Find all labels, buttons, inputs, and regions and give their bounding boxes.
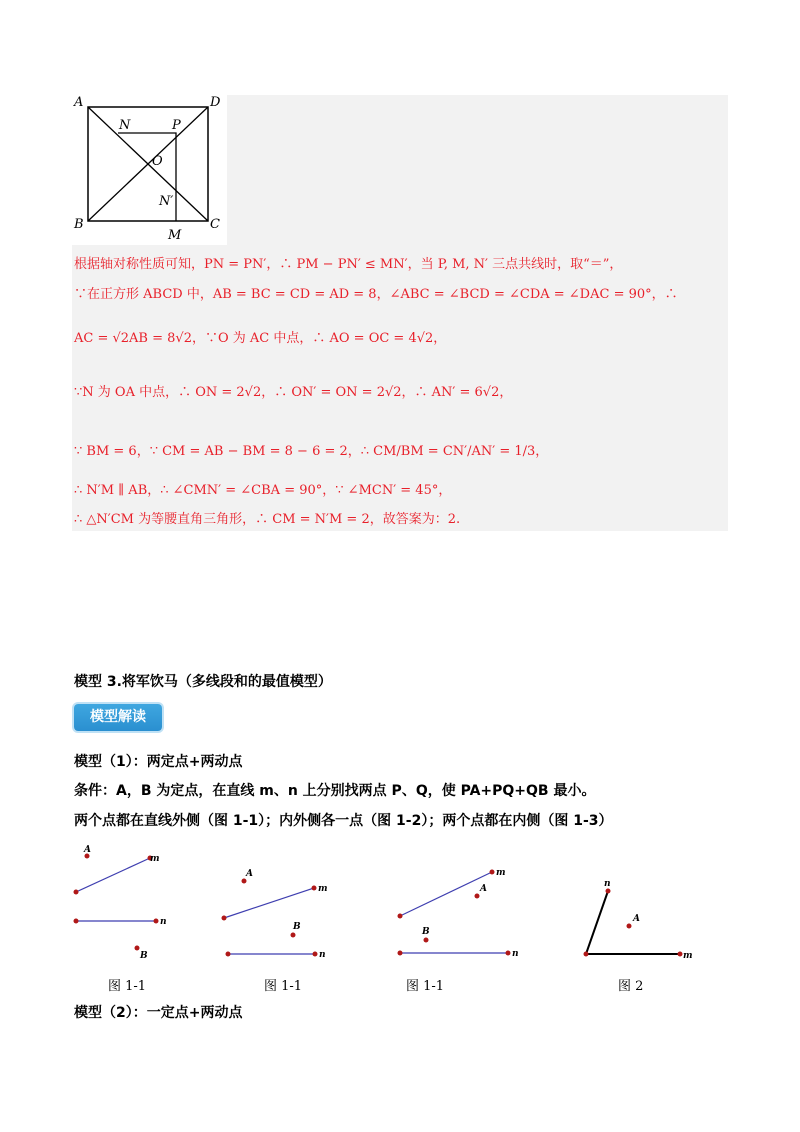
fig2-label-m: m [318,884,328,894]
figure-4-caption: 图 2 [618,979,644,994]
figure-3-caption: 图 1-1 [406,979,445,994]
figure-3 [392,862,517,962]
label-o: O [152,154,163,169]
fig2-label-n: n [319,950,326,960]
label-m: M [168,228,182,243]
fig1-label-n: n [160,917,167,927]
solution-line-1: 根据轴对称性质可知，PN = PN′，∴ PM − PN′ ≤ MN′，当 P, M, N′ 三点共线时，取“＝”， [74,257,623,272]
condition-text: 条件：A，B 为定点，在直线 m、n 上分别找两点 P、Q，使 PA+PQ+QB 最小。 [74,783,596,799]
solution-line-2: ∵在正方形 ABCD 中，AB = BC = CD = AD = 8，∠ABC = ∠BCD = ∠CDA = ∠DAC = 90°，∴ [74,287,678,302]
section-title: 模型 3.将军饮马（多线段和的最值模型） [74,674,332,690]
fig3-label-a: A [480,884,487,894]
square-figure [72,95,227,245]
figure-4 [576,875,696,965]
model-badge: 模型解读 [74,704,162,731]
fig1-label-m: m [150,854,160,864]
fig3-label-b: B [422,927,430,937]
fig3-label-m: m [496,868,506,878]
fig2-label-b: B [293,922,301,932]
model2-title: 模型（2）：一定点+两动点 [74,1005,243,1021]
fig1-label-b: B [140,951,148,961]
figure-1-caption: 图 1-1 [108,979,147,994]
fig4-label-n: n [604,879,611,889]
solution-line-3: AC = √2AB = 8√2，∵O 为 AC 中点，∴ AO = OC = 4√2， [74,331,447,346]
solution-line-6: ∴ N′M ∥ AB，∴ ∠CMN′ = ∠CBA = 90°，∵ ∠MCN′ = 45°， [74,483,452,498]
label-a: A [74,95,84,110]
model1-title: 模型（1）：两定点+两动点 [74,754,243,770]
figure-2 [218,862,338,962]
fig4-label-a: A [633,914,640,924]
fig4-label-m: m [683,951,693,961]
label-n: N [119,118,131,133]
figure-1 [70,842,180,967]
fig1-label-a: A [84,845,91,855]
fig2-label-a: A [246,869,253,879]
solution-line-4: ∵N 为 OA 中点，∴ ON = 2√2，∴ ON′ = ON = 2√2，∴ AN′ = 6√2， [74,385,513,400]
label-c: C [210,217,220,232]
label-b: B [74,217,84,232]
label-d: D [210,95,221,110]
solution-line-5: ∵ BM = 6，∵ CM = AB − BM = 8 − 6 = 2，∴ CM/BM = CN′/AN′ = 1/3， [74,444,549,459]
figure-2-caption: 图 1-1 [264,979,303,994]
cases-text: 两个点都在直线外侧（图 1-1）；内外侧各一点（图 1-2）；两个点都在内侧（图 1-3） [74,813,613,829]
solution-line-7: ∴ △N′CM 为等腰直角三角形，∴ CM = N′M = 2，故答案为：2. [74,512,461,527]
fig3-label-n: n [512,949,519,959]
label-n-prime: N′ [159,194,174,209]
label-p: P [172,118,181,133]
